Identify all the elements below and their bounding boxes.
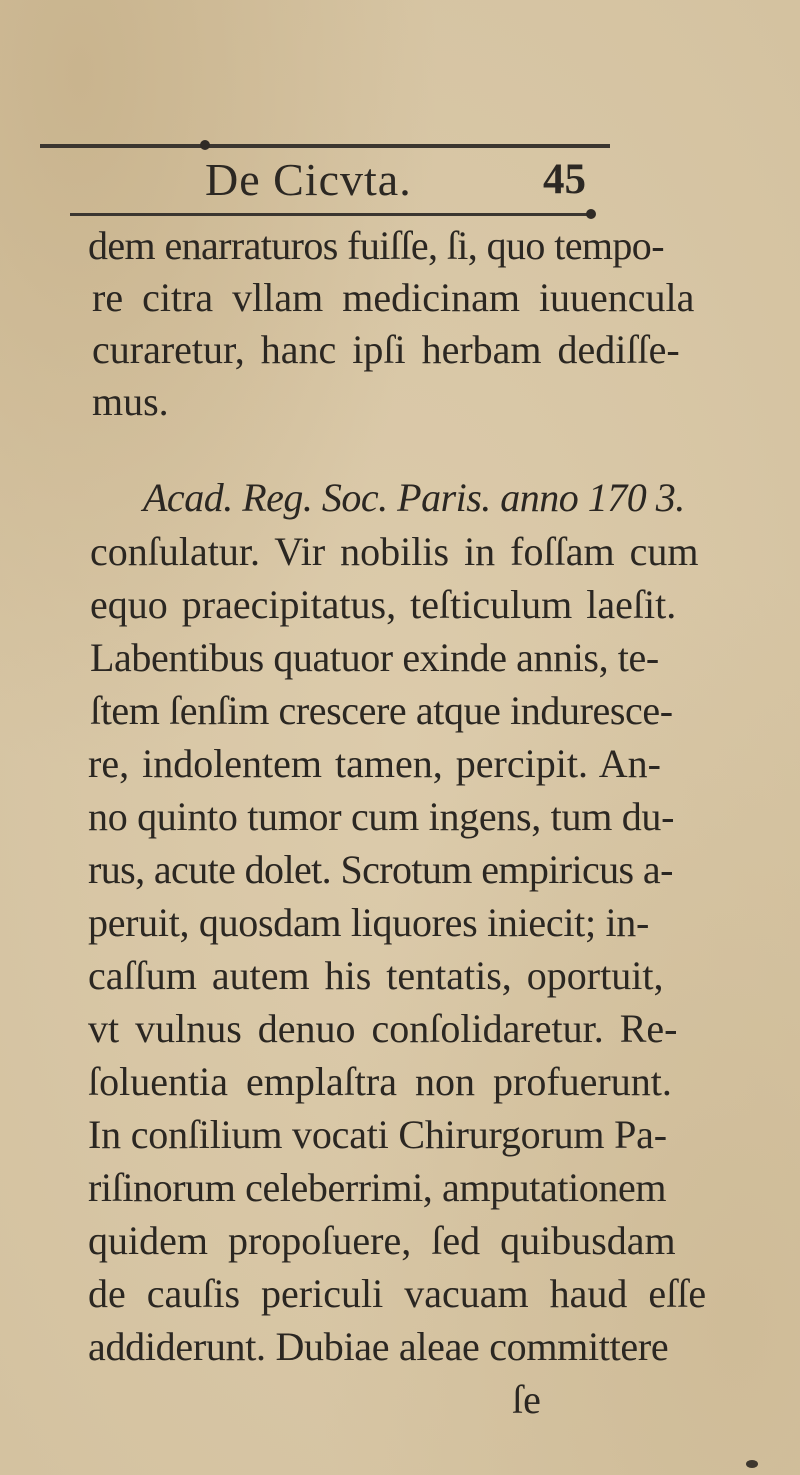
rule-ornament [586, 209, 596, 219]
text-line: ſtem ſenſim crescere atque induresce- [90, 688, 673, 733]
text-line: caſſum autem his tentatis, oportuit, [88, 953, 664, 998]
text-line: rus, acute dolet. Scrotum empiricus a- [88, 847, 673, 892]
page-number: 45 [543, 156, 586, 203]
text-line: re, indolentem tamen, percipit. An- [88, 741, 661, 786]
text-line: mus. [92, 379, 169, 424]
text-line: peruit, quosdam liquores iniecit; in- [88, 900, 650, 945]
header-bottom-rule [70, 213, 595, 216]
text-line: curaretur, hanc ipſi herbam dediſſe- [92, 327, 680, 372]
text-line: In conſilium vocati Chirurgorum Pa- [88, 1112, 667, 1157]
text-line: de cauſis periculi vacuam haud eſſe [88, 1271, 707, 1316]
text-line: addiderunt. Dubiae aleae committere [88, 1324, 669, 1369]
catchword: ſe [512, 1377, 541, 1422]
text-line: conſulatur. Vir nobilis in foſſam cum [90, 529, 699, 574]
text-line: vt vulnus denuo conſolidaretur. Re- [88, 1006, 678, 1051]
text-line: quidem propoſuere, ſed quibusdam [88, 1218, 676, 1263]
running-title: De Cicvta. [205, 154, 412, 205]
rule-ornament [200, 140, 210, 150]
text-line: Labentibus quatuor exinde annis, te- [90, 635, 659, 680]
text-line: equo praecipitatus, teſticulum laeſit. [90, 582, 677, 627]
text-line: no quinto tumor cum ingens, tum du- [88, 794, 675, 839]
ink-speck [746, 1460, 758, 1468]
text-line: re citra vllam medicinam iuuencula [92, 275, 695, 320]
text-line: dem enarraturos fuiſſe, ſi, quo tempo- [88, 223, 664, 268]
text-line: riſinorum celeberrimi, amputationem [88, 1165, 667, 1210]
header-top-rule [40, 144, 610, 148]
source-citation: Acad. Reg. Soc. Paris. anno 170 3. [143, 475, 685, 520]
text-line: ſoluentia emplaſtra non profuerunt. [88, 1059, 672, 1104]
